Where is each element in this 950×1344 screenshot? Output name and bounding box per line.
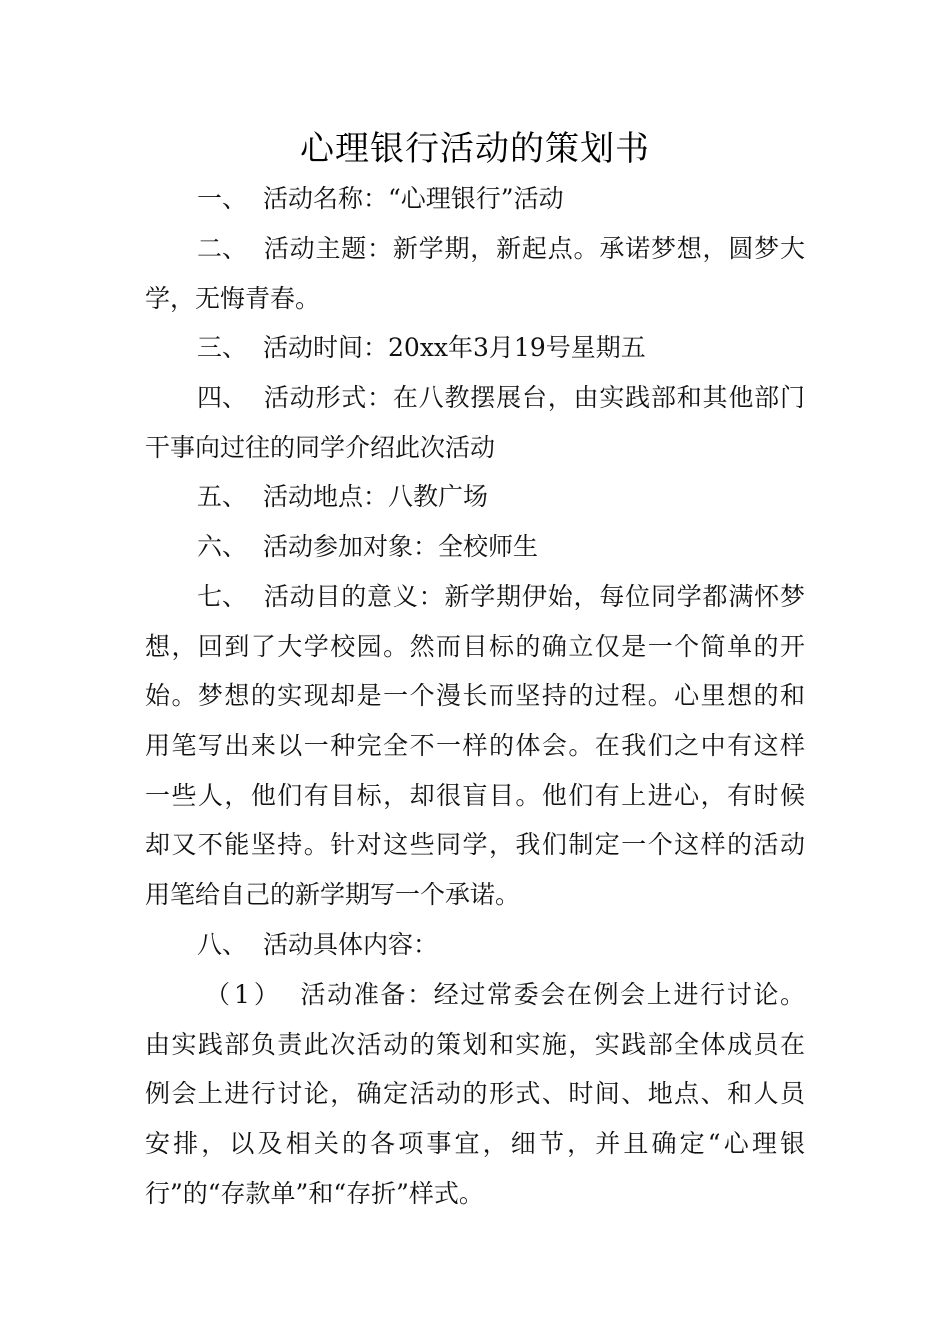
item-7-line-1 [197, 581, 805, 613]
item-7-line-3: 始。梦想的实现却是一个漫长而坚持的过程。心里想的和 [145, 681, 805, 710]
item-7-line-7: 用笔给自己的新学期写一个承诺。 [145, 880, 521, 909]
subitem-1-number: （1） [205, 980, 283, 1009]
item-6 [197, 531, 538, 563]
subitem-1-line-2: 由实践部负责此次活动的策划和实施，实践部全体成员在 [145, 1030, 805, 1059]
subitem-1-text-1: 活动准备：经过常委会在例会上进行讨论。 [298, 980, 805, 1009]
subitem-1-line-4: 安排，以及相关的各项事宜，细节，并且确定“心理银 [145, 1129, 805, 1158]
item-5-text: 活动地点：八教广场 [263, 482, 489, 511]
item-2-line-2: 学，无悔青春。 [145, 284, 321, 313]
item-8-text: 活动具体内容： [263, 930, 439, 959]
item-3-number: 三、 [197, 333, 248, 362]
item-4-number: 四、 [197, 383, 248, 412]
page-title: 心理银行活动的策划书 [300, 129, 650, 169]
item-2-text-1: 活动主题：新学期，新起点。承诺梦想，圆梦大 [263, 234, 805, 263]
item-8-number: 八、 [197, 930, 248, 959]
item-1-text: 活动名称：“心理银行”活动 [263, 184, 564, 213]
item-1-number: 一、 [197, 184, 248, 213]
item-4-text-1: 活动形式：在八教摆展台，由实践部和其他部门 [263, 383, 805, 412]
item-1 [197, 183, 564, 215]
item-7-line-4: 用笔写出来以一种完全不一样的体会。在我们之中有这样 [145, 731, 805, 760]
item-7-text-1: 活动目的意义：新学期伊始，每位同学都满怀梦 [263, 582, 805, 611]
item-5 [197, 481, 488, 513]
item-3 [197, 332, 646, 364]
item-8 [197, 929, 438, 961]
item-6-text: 活动参加对象：全校师生 [263, 532, 539, 561]
item-4-line-1 [197, 382, 805, 414]
item-7-line-2: 想，回到了大学校园。然而目标的确立仅是一个简单的开 [145, 632, 805, 661]
subitem-1-line-1 [205, 979, 805, 1011]
item-5-number: 五、 [197, 482, 248, 511]
item-2-line-1 [197, 233, 805, 265]
item-7-number: 七、 [197, 582, 248, 611]
item-6-number: 六、 [197, 532, 248, 561]
subitem-1-line-5: 行”的“存款单”和“存折”样式。 [145, 1179, 484, 1208]
subitem-1-line-3: 例会上进行讨论，确定活动的形式、时间、地点、和人员 [145, 1079, 805, 1108]
item-4-line-2: 干事向过往的同学介绍此次活动 [145, 433, 496, 462]
item-2-number: 二、 [197, 234, 248, 263]
item-3-text: 活动时间：20xx年3月19号星期五 [263, 333, 646, 362]
item-7-line-5: 一些人，他们有目标，却很盲目。他们有上进心，有时候 [145, 781, 805, 810]
item-7-line-6: 却又不能坚持。针对这些同学，我们制定一个这样的活动 [145, 830, 805, 859]
